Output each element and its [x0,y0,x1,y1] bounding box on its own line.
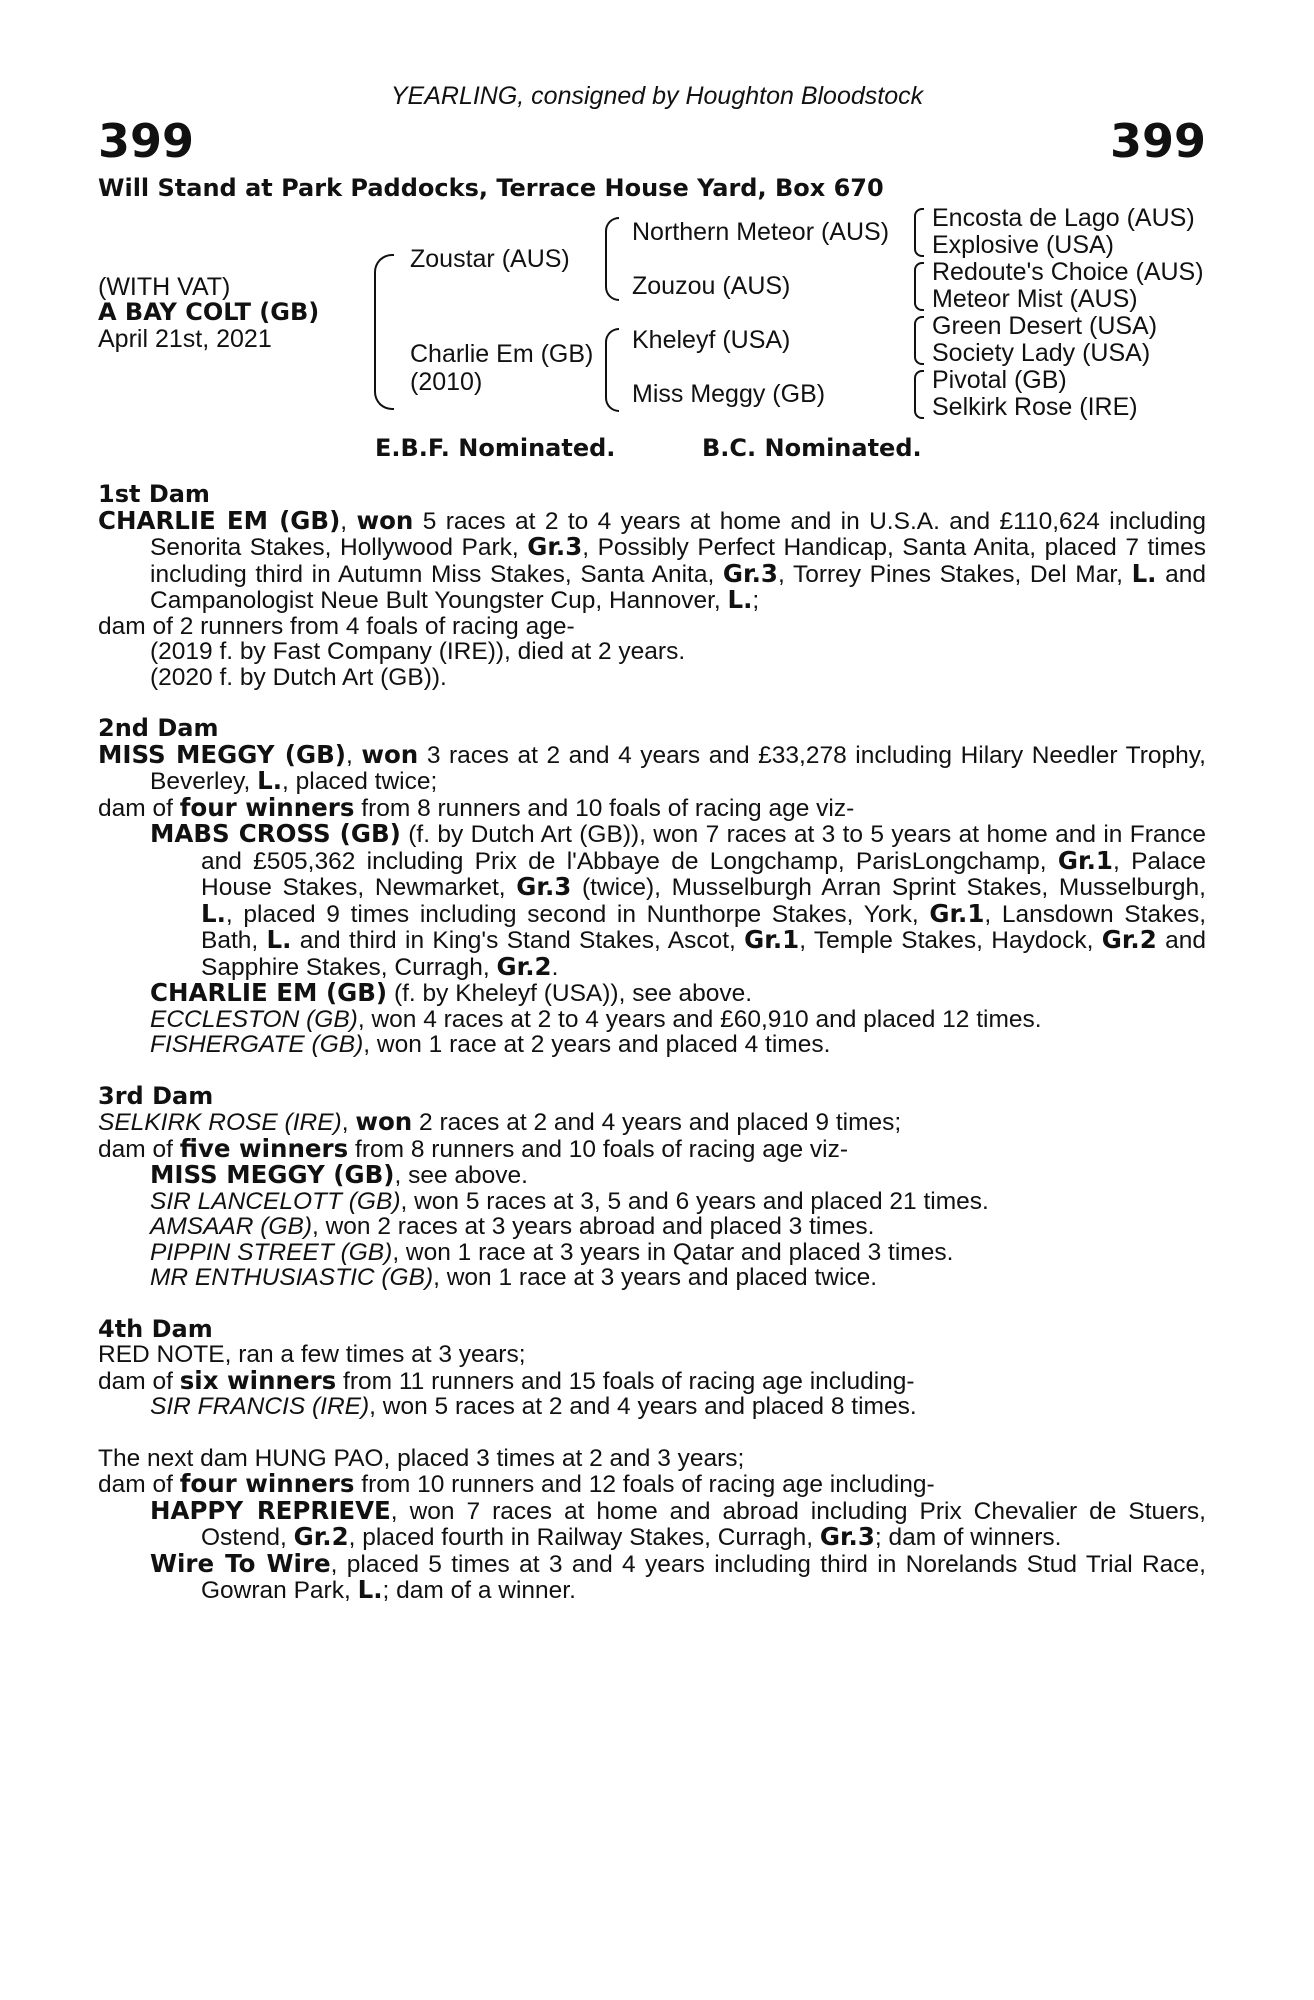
stand-location: Will Stand at Park Paddocks, Terrace House Yard, Box 670 [98,174,884,202]
ebf-nomination: E.B.F. Nominated. [375,434,616,462]
produce-summary: dam of four winners from 10 runners and 12 foals of racing age including- [98,1469,935,1498]
foaling-date: April 21st, 2021 [98,325,272,353]
produce-summary: dam of four winners from 8 runners and 10 foals of racing age viz- [98,792,855,822]
dam-name: MISS MEGGY (GB) [98,739,346,769]
produce-entry: SIR LANCELOTT (GB), won 5 races at 3, 5 and 6 years and placed 21 times. [150,1187,989,1215]
produce-entry: Wire To Wire, placed 5 times at 3 and 4 years including third in Norelands Stud Trial Race, Gowran Park, L.; dam of a winner. [150,1548,1206,1604]
gen3-name-4: Meteor Mist (AUS) [932,285,1138,313]
third-dam-section [98,1081,1206,1291]
dam-name: CHARLIE EM (GB) [98,505,341,535]
gen3-name-2: Explosive (USA) [932,231,1114,259]
gen3-name-7: Pivotal (GB) [932,366,1067,394]
lot-number-right: 399 [1109,114,1206,168]
sire-brace [605,217,619,301]
catalogue-body [98,482,1206,1630]
dam-record: The next dam HUNG PAO, placed 3 times at 2 and 3 years; [98,1444,745,1472]
produce-entry: MISS MEGGY (GB), see above. [150,1160,528,1189]
dam-sire-name: Kheleyf (USA) [632,326,791,354]
gen3-brace-3 [914,316,924,365]
dam-record: CHARLIE EM (GB), won 5 races at 2 to 4 years at home and in U.S.A. and £110,624 including Senorita Stakes, Hollywood Park, Gr.3, Possibly Perfect Handicap, Santa Anita, placed 7 times including third in Autumn Miss Stakes, Santa Anita, Gr.3, Torrey Pines Stakes, Del Mar, L. and Campanologist Neue Bult Youngster Cup, Hannover, L.; [98,505,1206,614]
first-dam-section [98,482,1206,690]
sire-name: Zoustar (AUS) [410,245,570,273]
bc-nomination: B.C. Nominated. [702,434,922,462]
produce-entry: PIPPIN STREET (GB), won 1 race at 3 years in Qatar and placed 3 times. [150,1238,954,1266]
section-heading: 4th Dam [98,1314,213,1343]
produce-entry: FISHERGATE (GB), won 1 race at 2 years and placed 4 times. [150,1031,831,1058]
dam-name: SELKIRK ROSE (IRE) [98,1109,342,1136]
produce-entry: MABS CROSS (GB) (f. by Dutch Art (GB)), won 7 races at 3 to 5 years at home and in France and £505,362 including Prix de l'Abbaye de Longchamp, ParisLongchamp, Gr.1, Palace House Stakes, Newmarket, Gr.3 (twice), Musselburgh Arran Sprint Stakes, Musselburgh, L., placed 9 times including second in Nunthorpe Stakes, York, Gr.1, Lansdown Stakes, Bath, L. and third in King's Stand Stakes, Ascot, Gr.1, Temple Stakes, Haydock, Gr.2 and Sapphire Stakes, Curragh, Gr.2. [150,819,1207,981]
produce-entry: AMSAAR (GB), won 2 races at 3 years abroad and placed 3 times. [150,1213,875,1240]
section-heading: 2nd Dam [98,714,219,742]
gen3-brace-2 [914,262,924,311]
produce-entry: CHARLIE EM (GB) (f. by Kheleyf (USA)), see above. [150,978,753,1007]
gen3-name-1: Encosta de Lago (AUS) [932,204,1195,232]
gen3-name-6: Society Lady (USA) [932,339,1151,367]
pedigree-brace-main [374,254,394,410]
dam-record: RED NOTE, ran a few times at 3 years; [98,1341,526,1368]
sire-sire-name: Northern Meteor (AUS) [632,218,890,246]
produce-entry: ECCLESTON (GB), won 4 races at 2 to 4 years and £60,910 and placed 12 times. [150,1005,1042,1033]
dam-dam-name: Miss Meggy (GB) [632,380,826,408]
gen3-name-5: Green Desert (USA) [932,312,1158,340]
catalogue-header: YEARLING, consigned by Houghton Bloodstock [390,82,924,110]
produce-entry: HAPPY REPRIEVE, won 7 races at home and abroad including Prix Chevalier de Stuers, Ostend, Gr.2, placed fourth in Railway Stakes, Curragh, Gr.3; dam of winners. [150,1495,1206,1551]
second-dam-section [98,716,1206,1058]
produce-summary: dam of 2 runners from 4 foals of racing age- [98,612,575,640]
produce-entry: (2019 f. by Fast Company (IRE)), died at 2 years. [150,638,686,665]
dam-name: Charlie Em (GB) [410,340,594,368]
dam-foaling-year: (2010) [410,368,483,396]
gen3-brace-1 [914,208,924,257]
produce-entry: (2020 f. by Dutch Art (GB)). [150,663,447,691]
next-dam-section [98,1446,1206,1604]
gen3-name-3: Redoute's Choice (AUS) [932,258,1204,286]
vat-note: (WITH VAT) [98,273,231,301]
dam-brace [605,328,619,412]
gen3-brace-4 [914,370,924,419]
section-heading: 1st Dam [98,480,210,508]
produce-entry: MR ENTHUSIASTIC (GB), won 1 race at 3 years and placed twice. [150,1264,878,1291]
produce-summary: dam of six winners from 11 runners and 15 foals of racing age including- [98,1365,915,1395]
dam-record: MISS MEGGY (GB), won 3 races at 2 and 4 years and £33,278 including Hilary Needler Trophy, Beverley, L., placed twice; [98,739,1206,795]
gen3-name-8: Selkirk Rose (IRE) [932,393,1138,421]
lot-number-left: 399 [98,114,195,168]
horse-name: A BAY COLT (GB) [98,298,320,326]
produce-summary: dam of five winners from 8 runners and 10 foals of racing age viz- [98,1133,848,1163]
sire-dam-name: Zouzou (AUS) [632,272,791,300]
produce-entry: SIR FRANCIS (IRE), won 5 races at 2 and 4 years and placed 8 times. [150,1393,917,1420]
fourth-dam-section [98,1314,1206,1420]
dam-record: SELKIRK ROSE (IRE), won 2 races at 2 and 4 years and placed 9 times; [98,1107,902,1136]
section-heading: 3rd Dam [98,1081,214,1110]
